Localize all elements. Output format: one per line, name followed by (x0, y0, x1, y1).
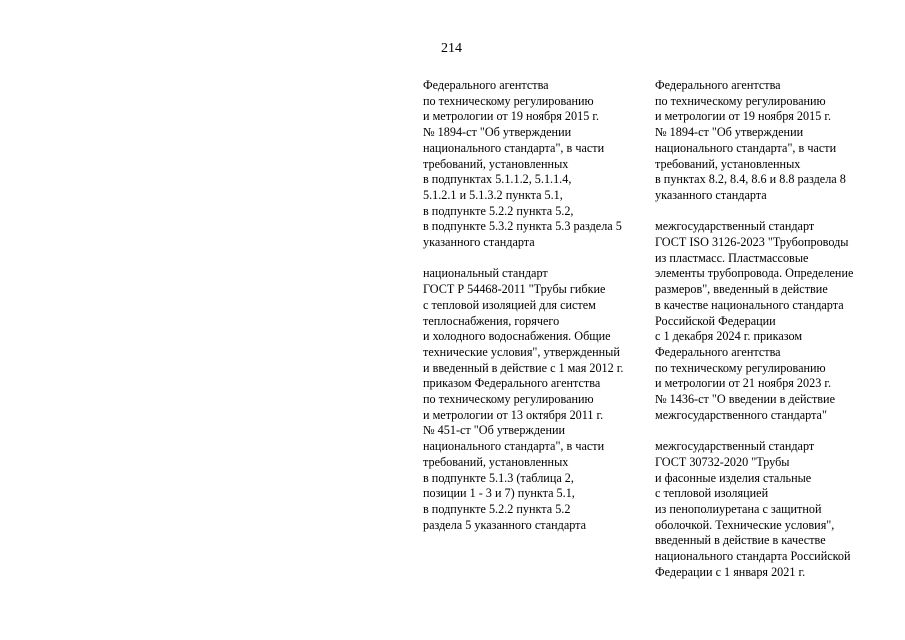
text-line: по техническому регулированию (423, 392, 594, 407)
text-line: и метрологии от 13 октября 2011 г. (423, 407, 604, 422)
text-line: национальный стандарт (423, 266, 548, 281)
text-line: позиции 1 - 3 и 7) пункта 5.1, (423, 486, 575, 501)
text-line: в подпункте 5.2.2 пункта 5.2, (423, 203, 574, 218)
text-line: в подпунктах 5.1.1.2, 5.1.1.4, (423, 172, 572, 187)
text-line: и введенный в действие с 1 мая 2012 г. (423, 360, 624, 375)
text-line: Федерального агентства (423, 78, 549, 92)
text-line: указанного стандарта (655, 187, 767, 202)
text-line: Федерации с 1 января 2021 г. (655, 564, 806, 579)
text-line: национального стандарта", в части (655, 140, 837, 155)
page-number: 214 (441, 41, 462, 56)
text-line: по техническому регулированию (423, 93, 594, 108)
text-line: национального стандарта Российской (655, 549, 851, 564)
text-line: ГОСТ ISO 3126-2023 "Трубопроводы (655, 235, 849, 250)
text-line: в пунктах 8.2, 8.4, 8.6 и 8.8 раздела 8 (655, 172, 846, 187)
text-line: и фасонные изделия стальные (655, 470, 812, 485)
text-line: № 1436-ст "О введении в действие (655, 392, 835, 407)
text-line: ГОСТ 30732-2020 "Трубы (655, 454, 790, 469)
text-line: в качестве национального стандарта (655, 297, 844, 312)
text-line: требований, установленных (655, 156, 801, 171)
text-line: указанного стандарта (423, 235, 535, 250)
text-line: с тепловой изоляцией (655, 486, 769, 501)
text-line: из пластмасс. Пластмассовые (655, 250, 809, 265)
text-line: из пенополиуретана с защитной (655, 501, 822, 516)
text-line: по техническому регулированию (655, 93, 826, 108)
text-paragraph (655, 439, 895, 580)
text-line: элементы трубопровода. Определение (655, 266, 854, 281)
text-line: технические условия", утвержденный (423, 344, 620, 359)
text-line: № 1894-ст "Об утверждении (423, 125, 572, 140)
text-line: требований, установленных (423, 454, 569, 469)
text-line: национального стандарта", в части (423, 439, 605, 454)
text-line: теплоснабжения, горячего (423, 313, 560, 328)
text-line: № 1894-ст "Об утверждении (655, 125, 804, 140)
text-line: № 451-ст "Об утверждении (423, 423, 566, 438)
text-paragraph (423, 266, 638, 533)
text-line: с тепловой изоляцией для систем (423, 297, 596, 312)
text-line: межгосударственный стандарт (655, 439, 815, 454)
text-paragraph (655, 219, 895, 423)
text-line: в подпункте 5.1.3 (таблица 2, (423, 470, 574, 485)
text-line: ГОСТ Р 54468-2011 "Трубы гибкие (423, 282, 606, 297)
text-line: межгосударственного стандарта" (655, 407, 827, 422)
text-line: 5.1.2.1 и 5.1.3.2 пункта 5.1, (423, 187, 563, 202)
text-line: в подпункте 5.3.2 пункта 5.3 раздела 5 (423, 219, 622, 234)
text-line: и метрологии от 19 ноября 2015 г. (655, 109, 832, 124)
text-line: оболочкой. Технические условия", (655, 517, 835, 532)
text-line: в подпункте 5.2.2 пункта 5.2 (423, 501, 571, 516)
text-line: Федерального агентства (655, 78, 781, 92)
text-line: требований, установленных (423, 156, 569, 171)
text-line: и холодного водоснабжения. Общие (423, 329, 611, 344)
text-paragraph (423, 78, 638, 251)
text-line: Федерального агентства (655, 344, 781, 359)
text-line: и метрологии от 19 ноября 2015 г. (423, 109, 600, 124)
text-line: с 1 декабря 2024 г. приказом (655, 329, 803, 344)
text-line: и метрологии от 21 ноября 2023 г. (655, 376, 832, 391)
text-line: межгосударственный стандарт (655, 219, 815, 234)
right-column (655, 78, 895, 580)
text-line: введенный в действие в качестве (655, 533, 826, 548)
text-line: размеров", введенный в действие (655, 282, 828, 297)
text-line: национального стандарта", в части (423, 140, 605, 155)
left-column (423, 78, 638, 533)
text-line: раздела 5 указанного стандарта (423, 517, 587, 532)
text-line: по техническому регулированию (655, 360, 826, 375)
text-line: Российской Федерации (655, 313, 776, 328)
text-line: приказом Федерального агентства (423, 376, 601, 391)
text-paragraph (655, 78, 895, 204)
